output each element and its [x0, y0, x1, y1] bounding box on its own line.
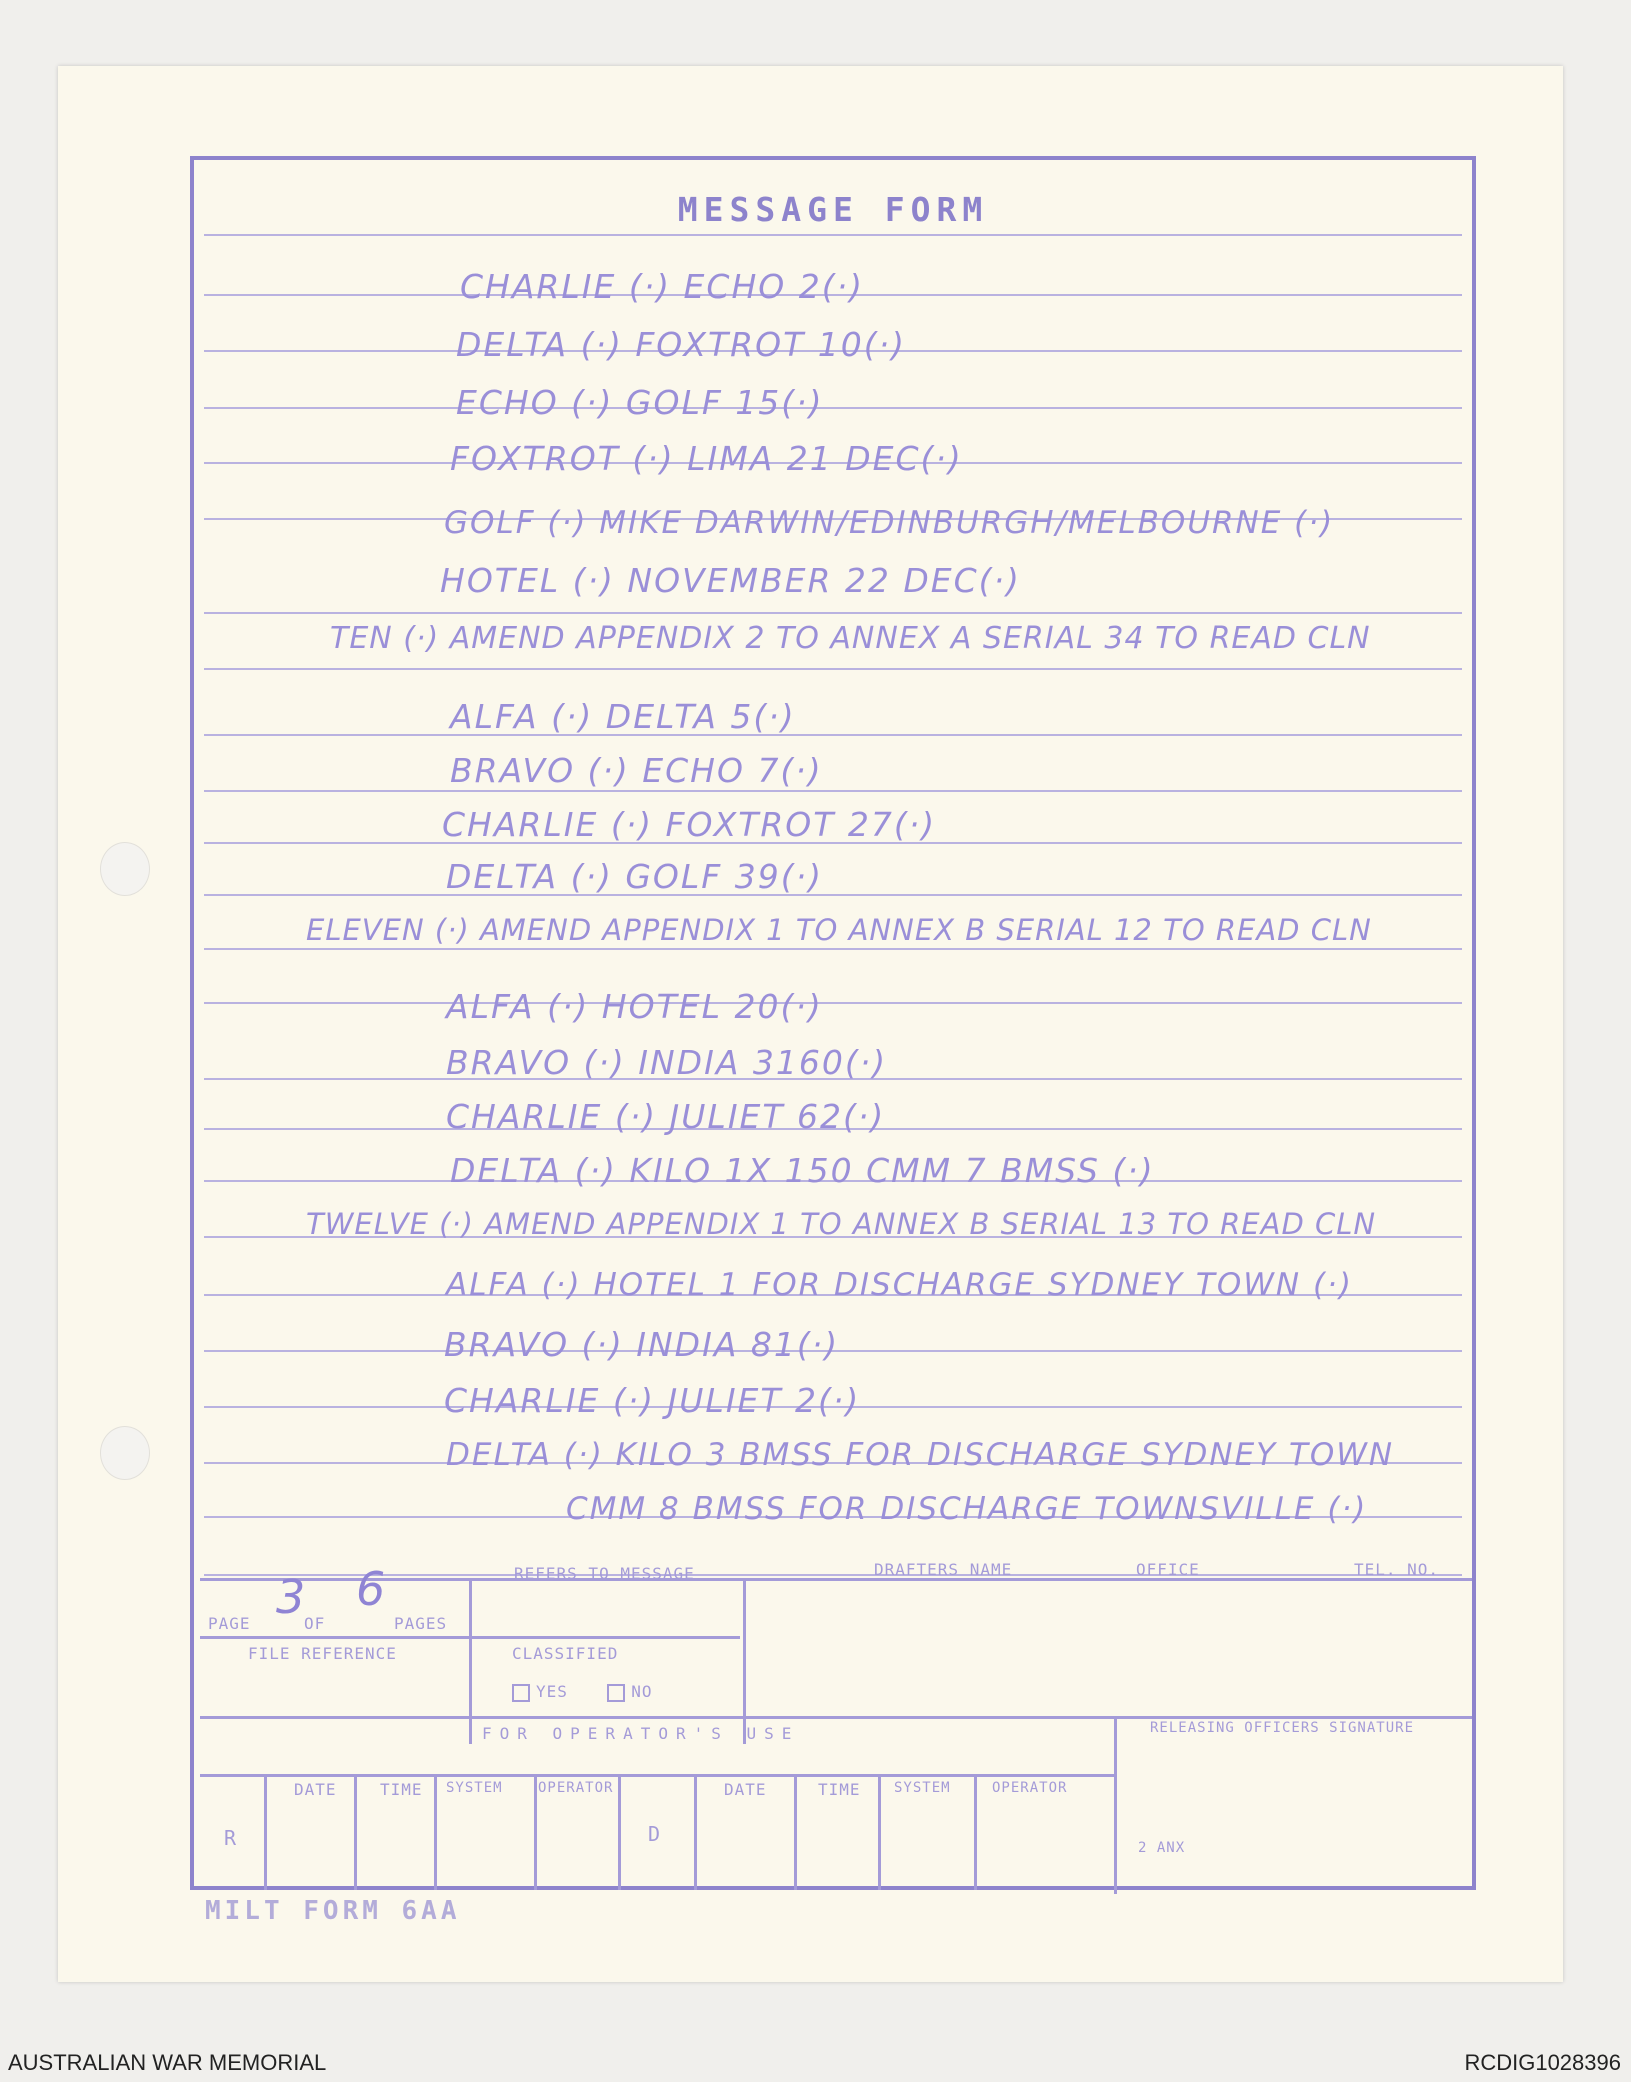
message-line: FOXTROT (·) LIMA 21 DEC(·): [450, 439, 963, 478]
footer-border: [200, 1636, 740, 1639]
message-line: ALFA (·) HOTEL 1 FOR DISCHARGE SYDNEY TOWN (·): [446, 1267, 1353, 1303]
footer-divider: [534, 1774, 537, 1890]
footer-divider: [743, 1578, 746, 1744]
message-line: CHARLIE (·) ECHO 2(·): [460, 267, 864, 306]
form-rule: [204, 790, 1462, 792]
form-rule: [204, 668, 1462, 670]
operator-label: OPERATOR: [538, 1780, 614, 1796]
system-label: SYSTEM: [446, 1780, 503, 1796]
tel-no-label: TEL. NO.: [1354, 1560, 1440, 1579]
of-label: OF: [304, 1614, 326, 1633]
drafters-name-label: DRAFTERS NAME: [874, 1560, 1013, 1579]
footer-divider: [469, 1578, 472, 1744]
dispatched-label: D: [648, 1822, 662, 1846]
form-rule: [204, 1002, 1462, 1004]
refers-to-label: REFERS TO MESSAGE: [514, 1564, 695, 1583]
footer-divider: [264, 1774, 267, 1890]
message-line: GOLF (·) MIKE DARWIN/EDINBURGH/MELBOURNE (·): [444, 505, 1335, 541]
footer-divider: [974, 1774, 977, 1890]
form-rule: [204, 407, 1462, 409]
archive-source: AUSTRALIAN WAR MEMORIAL: [8, 2050, 327, 2075]
form-rule: [204, 948, 1462, 950]
message-line: TWELVE (·) AMEND APPENDIX 1 TO ANNEX B SERIAL 13 TO READ CLN: [306, 1207, 1377, 1241]
footer-border: [200, 1716, 1472, 1719]
footer-divider: [794, 1774, 797, 1890]
message-line: DELTA (·) FOXTROT 10(·): [456, 325, 906, 364]
message-line: DELTA (·) KILO 1X 150 CMM 7 BMSS (·): [450, 1151, 1155, 1190]
footer-divider: [618, 1774, 621, 1890]
archive-id: RCDIG1028396: [1464, 2050, 1621, 2075]
message-line: TEN (·) AMEND APPENDIX 2 TO ANNEX A SERIAL 34 TO READ CLN: [330, 621, 1371, 656]
yes-checkbox[interactable]: [512, 1684, 530, 1702]
form-title: MESSAGE FORM: [677, 190, 989, 229]
punch-hole: [100, 1426, 150, 1480]
system2-label: SYSTEM: [894, 1780, 951, 1796]
date2-label: DATE: [724, 1780, 767, 1799]
message-line: BRAVO (·) INDIA 3160(·): [446, 1043, 888, 1082]
releasing-signature-label: RELEASING OFFICERS SIGNATURE: [1150, 1720, 1415, 1736]
message-line: ELEVEN (·) AMEND APPENDIX 1 TO ANNEX B SERIAL 12 TO READ CLN: [306, 913, 1372, 947]
operator2-label: OPERATOR: [992, 1780, 1068, 1796]
page-number: 3: [276, 1570, 306, 1624]
office-label: OFFICE: [1136, 1560, 1200, 1579]
message-line: CHARLIE (·) JULIET 62(·): [446, 1097, 886, 1136]
no-checkbox[interactable]: [607, 1684, 625, 1702]
message-line: CHARLIE (·) JULIET 2(·): [444, 1381, 861, 1420]
footer-divider: [434, 1774, 437, 1890]
message-line: HOTEL (·) NOVEMBER 22 DEC(·): [440, 561, 1021, 600]
message-line: DELTA (·) KILO 3 BMSS FOR DISCHARGE SYDNEY TOWN: [446, 1437, 1395, 1473]
page-label: PAGE: [208, 1614, 251, 1633]
form-rule: [204, 894, 1462, 896]
form-rule: [204, 234, 1462, 236]
form-rule: [204, 612, 1462, 614]
message-line: ECHO (·) GOLF 15(·): [456, 383, 824, 422]
date-label: DATE: [294, 1780, 337, 1799]
yes-label: YES: [536, 1682, 568, 1701]
form-rule: [204, 1574, 1462, 1576]
operators-use-label: FOR OPERATOR'S USE: [482, 1724, 800, 1743]
message-line: DELTA (·) GOLF 39(·): [446, 857, 823, 896]
footer-divider: [878, 1774, 881, 1890]
message-line: ALFA (·) HOTEL 20(·): [446, 987, 823, 1026]
page-total: 6: [356, 1562, 386, 1616]
message-line: BRAVO (·) ECHO 7(·): [450, 751, 823, 790]
signature-note: 2 ANX: [1138, 1840, 1186, 1856]
message-line: BRAVO (·) INDIA 81(·): [444, 1325, 840, 1364]
footer-divider: [694, 1774, 697, 1890]
message-line: CMM 8 BMSS FOR DISCHARGE TOWNSVILLE (·): [566, 1491, 1368, 1527]
form-code: MILT FORM 6AA: [205, 1896, 461, 1926]
message-line: ALFA (·) DELTA 5(·): [450, 697, 796, 736]
punch-hole: [100, 842, 150, 896]
footer-divider: [1114, 1716, 1117, 1894]
message-form: [190, 156, 1476, 1890]
file-reference-label: FILE REFERENCE: [248, 1644, 397, 1663]
footer-divider: [354, 1774, 357, 1890]
classified-label: CLASSIFIED: [512, 1644, 619, 1663]
time-label: TIME: [380, 1780, 423, 1799]
message-line: CHARLIE (·) FOXTROT 27(·): [442, 805, 937, 844]
classified-options: [512, 1682, 652, 1702]
pages-label: PAGES: [394, 1614, 448, 1633]
footer-border: [200, 1578, 1472, 1581]
no-label: NO: [631, 1682, 653, 1701]
time2-label: TIME: [818, 1780, 861, 1799]
received-label: R: [224, 1826, 238, 1850]
form-rule: [204, 734, 1462, 736]
